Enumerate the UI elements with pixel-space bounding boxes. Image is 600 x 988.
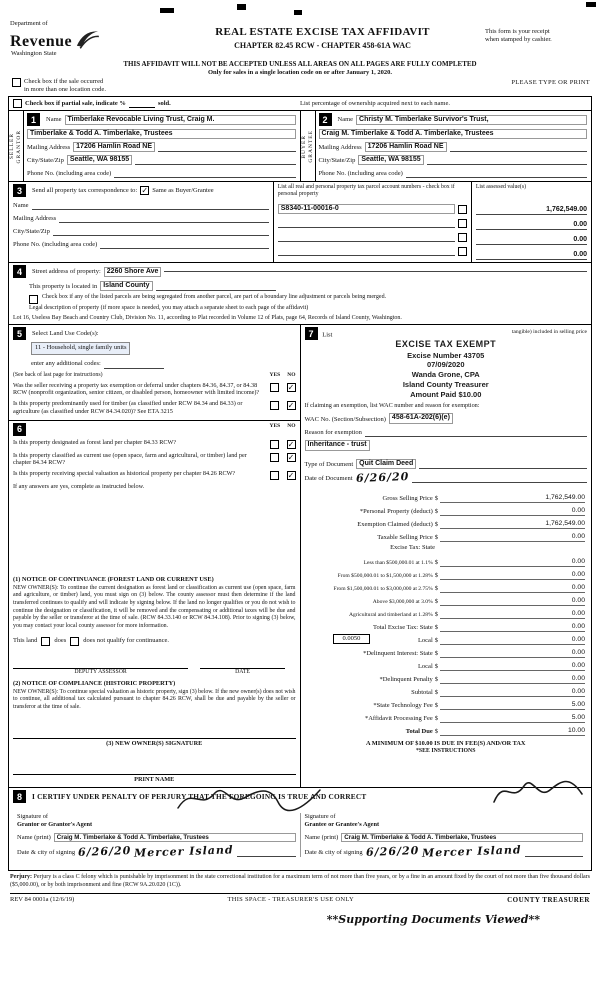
stamp-excise-number: Excise Number 43705 (407, 350, 485, 360)
rate-tier-2-label: From $500,000.01 to $1,500,000 at 1.28% (337, 573, 433, 580)
total-due-label: Total Due (405, 728, 433, 736)
deputy-date-label: DATE (235, 668, 250, 675)
wac-value[interactable]: 458-61A-202(6)(e) (389, 413, 453, 424)
grantor-signing-block (13, 813, 301, 861)
section-5-badge: 5 (13, 327, 26, 340)
print-name-line[interactable] (13, 764, 296, 775)
stamp-treasurer-office: Island County Treasurer (402, 379, 489, 389)
multi-location-block (12, 78, 106, 94)
total-excise-state-value[interactable]: 0.00 (440, 623, 585, 632)
rate-tier-1-label: Less than $500,000.01 at 1.1% (363, 560, 433, 567)
partial-sold-label: sold. (157, 99, 171, 107)
total-due-value[interactable]: 10.00 (440, 727, 585, 736)
section-3-badge: 3 (13, 184, 26, 197)
grantee-name-value[interactable]: Craig M. Timberlake & Todd A. Timberlake, Trustees (341, 833, 583, 843)
does-not-label: does not qualify for continuance. (83, 636, 170, 644)
total-excise-state-label: Total Excise Tax: State (372, 624, 433, 632)
corr-csz-label: City/State/Zip (13, 228, 50, 236)
new-owner-signature-label: (3) NEW OWNER(S) SIGNATURE (106, 739, 203, 747)
segregated-checkbox[interactable] (29, 295, 38, 304)
additional-codes-label: enter any additional codes: (31, 360, 101, 368)
doc-type-value[interactable]: Quit Claim Deed (356, 459, 416, 470)
seller-mailing-value[interactable]: 17206 Hamlin Road NE (73, 142, 155, 153)
assessed-value-4[interactable]: 0.00 (573, 250, 587, 258)
assessed-value-2[interactable]: 0.00 (573, 220, 587, 228)
partial-sale-checkbox[interactable] (13, 99, 22, 108)
does-label: does (54, 636, 67, 644)
rate-tier-1-value[interactable]: 0.00 (440, 558, 585, 567)
buyer-csz-value[interactable]: Seattle, WA 98155 (358, 155, 423, 166)
street-address-value[interactable]: 2260 Shore Ave (104, 267, 162, 278)
segregated-label: Check box if any of the listed parcels are being segregated from another parcel, are part of a boundary line adjustment or parcels being merged. (42, 294, 387, 301)
grantor-signature (174, 784, 324, 814)
send-correspondence-label: Send all property tax correspondence to: (32, 186, 138, 194)
wac-label: WAC No. (Section/Subsection) (304, 415, 386, 423)
list-label: List (322, 331, 333, 339)
agency-name: Revenue (10, 33, 73, 51)
rate-tier-4-value[interactable]: 0.00 (440, 597, 585, 606)
single-location-note: Only for sales in a single location code on or after January 1, 2020. (208, 69, 392, 76)
local-rate-box[interactable]: 0.0050 (333, 634, 371, 644)
delinquent-penalty-label: *Delinquent Penalty (379, 676, 433, 684)
grantee-signing-block (301, 813, 588, 861)
perjury-statement: Perjury: Perjury is a class C felony which is punishable by imprisonment in the state correctional institution for a maximum term of not more than five years, or by a fine in an amount fixed by the court of not more than five thousand dollars ($5,000.00), or by both imprisonment and fine (RCW 9A.20.020 (1C)). (10, 874, 590, 889)
reason-label: Reason for exemption (304, 428, 362, 436)
stamp-exempt-line: EXCISE TAX EXEMPT (395, 339, 497, 350)
section-7-badge: 7 (305, 327, 318, 340)
form-title: REAL ESTATE EXCISE TAX AFFIDAVIT (215, 26, 430, 38)
s5-question-1: Was the seller receiving a property tax exemption or deferral under chapters 84.36, 84.37, or 84.38 RCW (nonprofit organization, senior citizen, or disabled person, homeowner with limited income)? (13, 381, 260, 397)
parcel-3-personal-checkbox[interactable] (458, 233, 467, 242)
notice-2-title: (2) NOTICE OF COMPLIANCE (HISTORIC PROPERTY) (13, 679, 176, 687)
land-does-checkbox[interactable] (41, 637, 50, 646)
reason-field[interactable] (365, 436, 587, 437)
s6-question-3: Is this property receiving special valuation as historical property per chapter 84.26 RCW? (13, 470, 236, 478)
buyer-name-line1[interactable]: Christy M. Timberlake Survivor's Trust, (356, 115, 587, 126)
county-treasurer-label: COUNTY TREASURER (507, 895, 590, 904)
partial-sale-row (9, 97, 591, 111)
notice-1-title: (1) NOTICE OF CONTINUANCE (FOREST LAND OR CURRENT USE) (13, 575, 214, 583)
land-use-select[interactable]: 11 - Household, single family units (31, 342, 130, 354)
grantee-city-value[interactable]: Mercer Island (421, 843, 522, 861)
s6-q2-yes-checkbox[interactable] (270, 453, 279, 462)
s5-question-2: Is this property predominantly used for timber (as classified under RCW 84.34 and 84.33) or agriculture (as classified under RCW 84.34.020)? See ETA 3215 (13, 400, 243, 415)
deputy-assessor-signature-line[interactable] (13, 660, 188, 669)
new-owner-signature-line[interactable] (13, 728, 296, 739)
parcel-3-field[interactable] (278, 241, 455, 242)
located-in-label: This property is located in (29, 283, 98, 291)
s6-q1-no-checkbox[interactable]: ✓ (287, 439, 295, 449)
rate-tier-3-value[interactable]: 0.00 (440, 584, 585, 593)
form-number: REV 84 0001a (12/6/19) (10, 896, 75, 904)
local-value[interactable]: 0.00 (440, 636, 585, 645)
scan-artifact (160, 8, 174, 13)
buyer-csz-label: City/State/Zip (318, 157, 356, 165)
corr-phone-label: Phone No. (including area code) (13, 241, 98, 249)
section-2-badge: 2 (319, 113, 332, 126)
grantor-name-print-label: Name (print) (17, 834, 51, 842)
assessed-value-3[interactable]: 0.00 (573, 235, 587, 243)
form-header (0, 0, 600, 58)
parcel-2-personal-checkbox[interactable] (458, 219, 467, 228)
corr-mailing-field[interactable] (59, 222, 269, 223)
parcel-2-field[interactable] (278, 227, 455, 228)
doc-date-value[interactable]: 6/26/20 (355, 470, 410, 486)
delinquent-interest-state-value[interactable]: 0.00 (440, 649, 585, 658)
grantee-signature (490, 774, 585, 808)
parcel-4-field[interactable] (278, 255, 455, 256)
grantor-date-city-label: Date & city of signing (17, 849, 76, 857)
section-7: 7 List tangible) included in selling price EXCISE TAX EXEMPT Excise Number 43705 07/09/2020 Wanda Grone, CPA Island County Treasurer Amount Paid $10.00 If claiming an exemption, list WAC number and reason for exemption: WAC No. (Section/Subsection) 458-61A-202(6)(e) Reason for exemption Inheritance - trust Type of Document Quit Claim Deed Date of Document 6/26/20 Gross Selling Price $ 1,762,549.00 *Personal Property (deduct) $ 0.00 Exemption Claimed (deduct) $ 1,762,549.00 Taxable Selling Price $ 0.00 Excise Tax: State Less than $500,000.01 at 1.1% $ 0.00 From $500,000.01 to $1,500,000 at 1.28% $ 0.00 From $1,500,000.01 to $3,000,000 at 2.75% $ 0.00 Above $3,000,000 at 3.0% $ 0.00 Agricultural and timberland at 1.28% $ 0.00 Total Excise Tax: State $ 0.00 0.0050 Local $ 0.00 *Delinquent Interest: State $ 0.00 Local $ 0.00 *Delinquent Penalty $ 0.00 Subtotal $ 0.00 *State Technology Fee $ 5.00 *Affidavit Processing Fee $ 5.00 Total Due $ 10.00 A MINIMUM OF $10.00 IS DUE IN FEE(S) AND/OR TAX *SEE INSTRUCTIONS (304, 328, 587, 755)
grantee-name-print-label: Name (print) (304, 834, 339, 842)
subtotal-value[interactable]: 0.00 (440, 688, 585, 697)
grantor-name-value[interactable]: Craig M. Timberlake & Todd A. Timberlake, Trustees (54, 833, 296, 843)
personal-property-value[interactable]: 0.00 (440, 507, 585, 516)
seller-phone-label: Phone No. (including area code) (27, 170, 112, 178)
s5-q2-no-checkbox[interactable]: ✓ (287, 401, 295, 411)
s6-question-2: Is this property classified as current use (open space, farm and agricultural, or timber) land per chapter 84.34 RCW? (13, 451, 247, 467)
rate-tier-2-value[interactable]: 0.00 (440, 571, 585, 580)
taxable-selling-price-value[interactable]: 0.00 (440, 533, 585, 542)
section-8 (9, 788, 591, 870)
parcel-1-personal-checkbox[interactable] (458, 205, 467, 214)
completion-warning: THIS AFFIDAVIT WILL NOT BE ACCEPTED UNLESS ALL AREAS ON ALL PAGES ARE FULLY COMPLETED (123, 60, 477, 69)
this-land-label: This land (13, 636, 38, 644)
section-6 (9, 421, 300, 788)
certify-statement: I CERTIFY UNDER PENALTY OF PERJURY THAT THE FOREGOING IS TRUE AND CORRECT (32, 792, 367, 802)
seller-phone-field[interactable] (114, 177, 295, 178)
exemption-claimed-value[interactable]: 1,762,549.00 (440, 520, 585, 529)
buyer-name-line2[interactable]: Craig M. Timberlake & Todd A. Timberlake, Trustees (319, 129, 588, 140)
rate-tier-3-label: From $1,500,000.01 to $3,000,000 at 2.75% (333, 586, 433, 593)
assessed-value-1[interactable]: 1,762,549.00 (546, 205, 587, 213)
supporting-documents-note: **Supporting Documents Viewed** (326, 912, 540, 926)
partial-sale-label: Check box if partial sale, indicate % (25, 99, 126, 107)
section-6-badge: 6 (13, 423, 26, 436)
dor-swoosh-logo-icon (74, 28, 100, 50)
section-1-seller (9, 111, 301, 181)
minimum-due-note: A MINIMUM OF $10.00 IS DUE IN FEE(S) AND/OR TAX (366, 740, 526, 748)
delinquent-penalty-value[interactable]: 0.00 (440, 675, 585, 684)
grantee-date-city-label: Date & city of signing (304, 849, 363, 857)
affidavit-processing-fee-label: *Affidavit Processing Fee (364, 715, 433, 723)
corr-csz-field[interactable] (53, 235, 269, 236)
scan-artifact (586, 2, 596, 7)
delinquent-interest-state-label: *Delinquent Interest: State (363, 650, 433, 658)
corr-phone-field[interactable] (100, 248, 268, 249)
see-back-note: (See back of last page for instructions) (13, 371, 103, 378)
form-subtitle: CHAPTER 82.45 RCW - CHAPTER 458-61A WAC (234, 40, 411, 50)
seller-name-line1[interactable]: Timberlake Revocable Living Trust, Craig M. (65, 115, 296, 126)
land-use-label: Select Land Use Code(s): (32, 329, 99, 337)
s5-q1-yes-checkbox[interactable] (270, 383, 279, 392)
footer-row (10, 893, 590, 905)
s6-q3-no-checkbox[interactable]: ✓ (287, 471, 295, 481)
seller-side-label: SELLER GRANTOR (9, 111, 24, 181)
subtotal-label: Subtotal (411, 689, 433, 697)
state-technology-fee-value[interactable]: 5.00 (440, 701, 585, 710)
s6-q1-yes-checkbox[interactable] (270, 440, 279, 449)
scan-artifact (237, 4, 246, 10)
grantor-signature-label: Signature of Grantor or Grantor's Agent (17, 813, 93, 828)
multi-location-checkbox[interactable] (12, 78, 21, 87)
claiming-exemption-note: If claiming an exemption, list WAC number and reason for exemption: (304, 402, 480, 410)
print-name-label: PRINT NAME (134, 775, 175, 783)
reason-value[interactable]: Inheritance - trust (305, 440, 370, 451)
additional-codes-field[interactable] (104, 368, 164, 369)
s6-q2-no-checkbox[interactable]: ✓ (287, 452, 295, 462)
agency-dept: Department of (10, 20, 48, 27)
partial-percent-field[interactable] (129, 100, 155, 108)
if-yes-note: If any answers are yes, complete as instructed below. (13, 483, 145, 491)
seller-name-label: Name (46, 115, 62, 123)
same-as-buyer-label: Same as Buyer/Grantee (152, 186, 214, 194)
grantee-signature-label: Signature of Grantee or Grantee's Agent (304, 813, 380, 828)
please-type-label: PLEASE TYPE OR PRINT (511, 79, 590, 87)
delinquent-interest-local-value[interactable]: 0.00 (440, 662, 585, 671)
stamp-date: 07/09/2020 (426, 360, 465, 370)
s6-q3-yes-checkbox[interactable] (270, 471, 279, 480)
affidavit-processing-fee-value[interactable]: 5.00 (440, 714, 585, 723)
section-1-badge: 1 (27, 113, 40, 126)
section-8-badge: 8 (13, 790, 26, 803)
street-address-label: Street address of property: (32, 267, 101, 275)
treasurer-space-label: THIS SPACE - TREASURER'S USE ONLY (227, 896, 354, 904)
parcel-number-value[interactable]: S8340-11-00016-0 (278, 204, 455, 215)
assessed-values-header: List assessed value(s) (475, 184, 527, 191)
excise-state-header: Excise Tax: State (390, 544, 435, 552)
exemption-claimed-label: Exemption Claimed (deduct) (357, 521, 433, 529)
form-body (8, 96, 592, 871)
parcel-list-header: List all real and personal property tax parcel account numbers - check box if personal property (277, 184, 455, 198)
gross-selling-price-value[interactable]: 1,762,549.00 (440, 494, 585, 503)
seller-mailing-label: Mailing Address (27, 144, 71, 152)
legal-description-label: Legal description of property (if more space is needed, you may attach a separate sheet to each page of the affidavit) (29, 305, 309, 312)
seller-csz-label: City/State/Zip (27, 157, 64, 165)
state-technology-fee-label: *State Technology Fee (373, 702, 433, 710)
s5-q1-no-checkbox[interactable]: ✓ (287, 382, 295, 392)
yes-header: YES (269, 422, 281, 429)
same-as-buyer-checkbox[interactable]: ✓ (141, 186, 149, 196)
corr-name-label: Name (13, 202, 29, 210)
located-in-value[interactable]: Island County (100, 281, 152, 292)
local-label: Local (417, 637, 433, 645)
grantor-date-value[interactable]: 6/26/20 (77, 844, 132, 860)
section-3 (9, 182, 591, 263)
grantor-city-value[interactable]: Mercer Island (134, 843, 235, 861)
legal-description-value[interactable]: Lot 16, Useless Bay Beach and Country Club, Division No. 11, according to Plat recorded in Volume 12 of Plats, page 64, Records of Island County, Washington. (13, 314, 402, 321)
doc-type-label: Type of Document (304, 461, 354, 469)
rate-tier-4-label: Above $3,000,000 at 3.0% (372, 599, 433, 606)
personal-property-label: *Personal Property (deduct) (359, 508, 433, 516)
buyer-name-label: Name (337, 115, 354, 123)
agency-state: Washington State (11, 50, 57, 58)
buyer-phone-label: Phone No. (including area code) (318, 170, 403, 178)
seller-name-line2[interactable]: Timberlake & Todd A. Timberlake, Trustees (27, 129, 296, 140)
stamp-amount-paid: Amount Paid $10.00 (410, 389, 482, 399)
yes-header: YES (269, 371, 281, 378)
treasurer-stamp (305, 339, 588, 399)
deputy-date-line[interactable] (200, 660, 285, 669)
delinquent-interest-local-label: Local (417, 663, 433, 671)
no-header: NO (287, 371, 296, 378)
buyer-side-label: BUYER GRANTEE (301, 111, 316, 181)
s5-q2-yes-checkbox[interactable] (270, 401, 279, 410)
taxable-selling-price-label: Taxable Selling Price (377, 534, 433, 542)
buyer-phone-field[interactable] (406, 177, 587, 178)
section-5 (9, 325, 300, 420)
stamp-treasurer-name: Wanda Grone, CPA (411, 370, 480, 380)
section-4-badge: 4 (13, 265, 26, 278)
gross-selling-price-label: Gross Selling Price (382, 495, 433, 503)
section-2-buyer (301, 111, 592, 181)
multi-location-label: Check box if the sale occurred in more than one location code. (24, 78, 106, 94)
buyer-mailing-label: Mailing Address (318, 144, 362, 152)
notice-1-body: NEW OWNER(S): To continue the current designation as forest land or classification as current use (open space, farm and agriculture, or timber) land, you must sign on (3) below. The county assessor must then determine if the land transferred continues to qualify and will indicate by signing below. If the land no longer qualifies or you do not wish to continue the designation or classification, it will be removed and the compensating or additional taxes will be due and payable by the seller or transferor at the time of sale. (RCW 84.33.140 or RCW 84.34.108). Prior to signing (3) below, you may contact your local county assessor for more information. (13, 584, 296, 629)
agricultural-rate-label: Agricultural and timberland at 1.28% (349, 612, 433, 619)
section-4 (9, 263, 591, 325)
notice-2-body: NEW OWNER(S): To continue special valuation as historic property, sign (3) below. If the new owner(s) does not wish to continue, all additional tax calculated pursuant to chapter 84.26 RCW, shall be due and payable by the seller or transferor at the time of sale. (13, 688, 296, 710)
seller-csz-value[interactable]: Seattle, WA 98155 (67, 155, 132, 166)
deputy-assessor-label: DEPUTY ASSESSOR (74, 668, 127, 675)
corr-name-field[interactable] (32, 209, 269, 210)
grantee-date-value[interactable]: 6/26/20 (365, 844, 420, 860)
ownership-note: List percentage of ownership acquired next to each name. (300, 99, 450, 107)
agency-block (10, 20, 160, 58)
receipt-note: This form is your receipt when stamped by cashier. (485, 28, 552, 44)
see-instructions-note: *SEE INSTRUCTIONS (416, 748, 476, 755)
land-does-not-checkbox[interactable] (70, 637, 79, 646)
agricultural-rate-value[interactable]: 0.00 (440, 610, 585, 619)
no-header: NO (287, 422, 296, 429)
buyer-mailing-value[interactable]: 17206 Hamlin Road NE (365, 142, 447, 153)
scan-artifact (294, 10, 302, 15)
doc-date-label: Date of Document (304, 475, 353, 483)
intangible-fragment: tangible) included in selling price (511, 329, 587, 336)
s6-question-1: Is this property designated as forest land per chapter 84.33 RCW? (13, 438, 177, 446)
parcel-4-personal-checkbox[interactable] (458, 247, 467, 256)
corr-mailing-label: Mailing Address (13, 215, 57, 223)
